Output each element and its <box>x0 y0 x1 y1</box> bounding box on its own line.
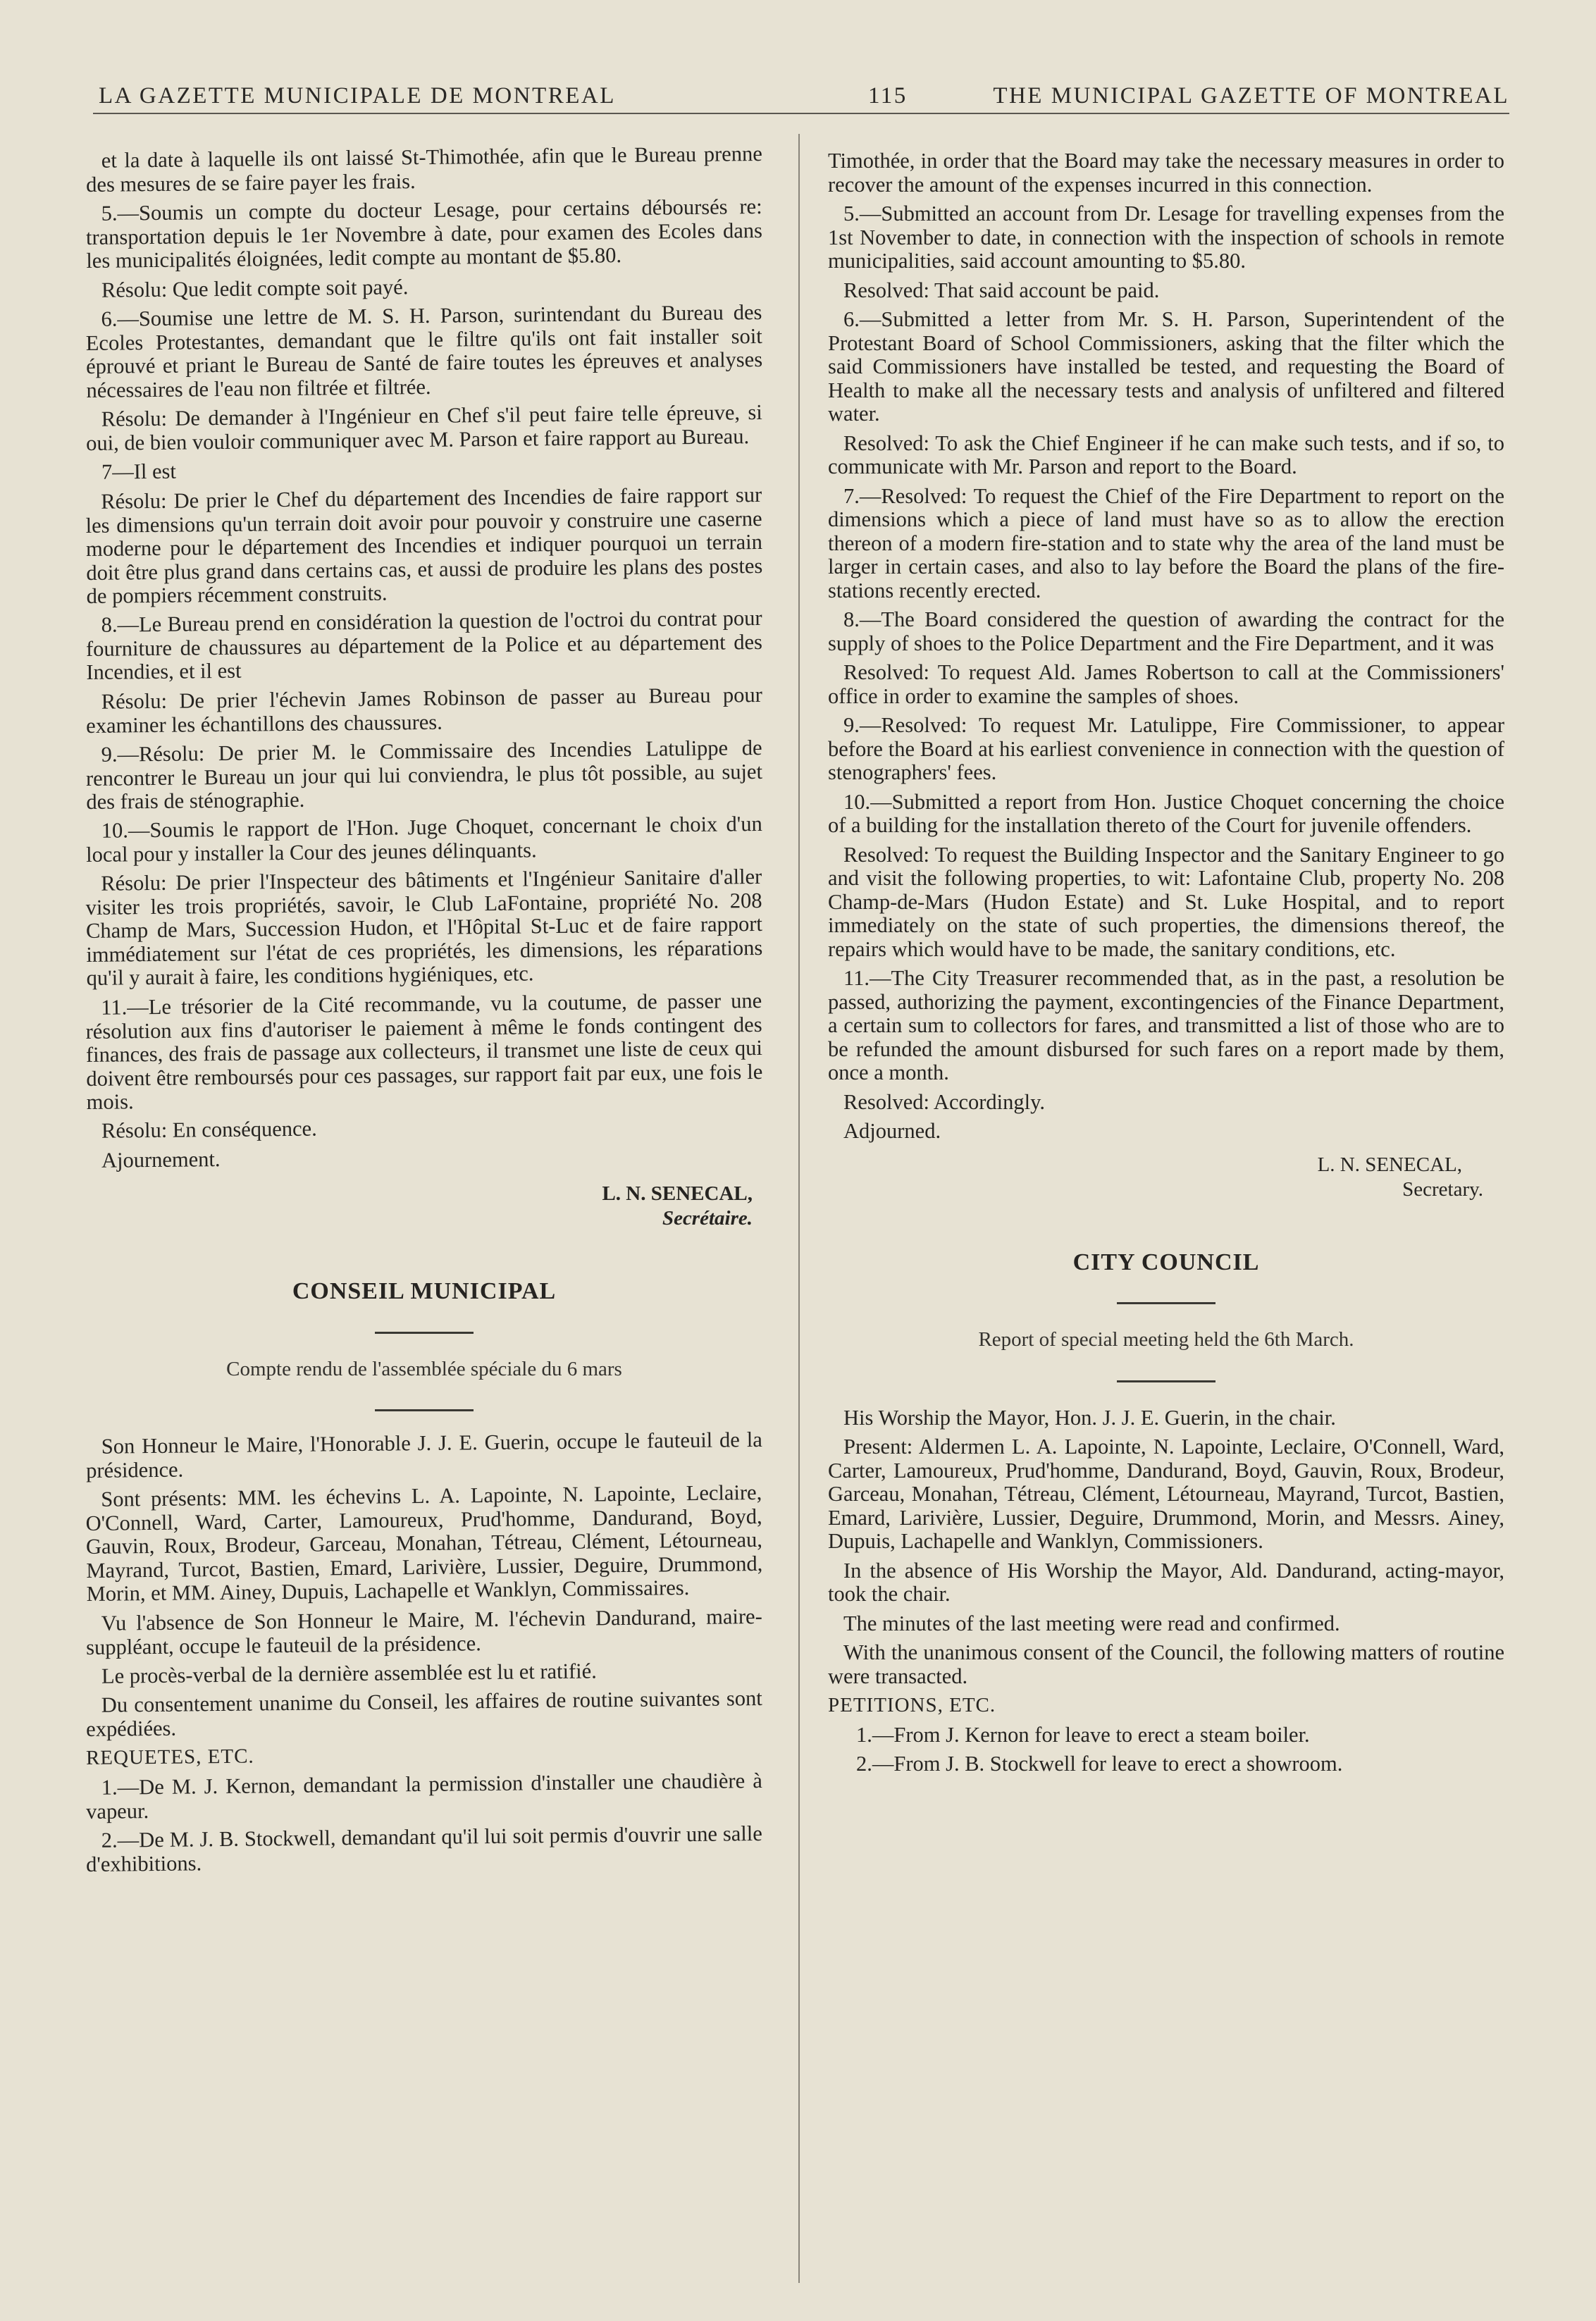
paragraph: 5.—Submitted an account from Dr. Lesage for travelling expenses from the 1st November to date, in connection with the inspection of schools in remote municipalities, said account amounting to $5.80. <box>828 202 1504 273</box>
section-subtitle: Report of special meeting held the 6th March. <box>978 1328 1354 1351</box>
section-title: CONSEIL MUNICIPAL <box>292 1278 557 1304</box>
paragraph: Sont présents: MM. les échevins L. A. Lapointe, N. Lapointe, Leclaire, O'Connell, Ward, Carter, Lamoureux, Prud'homme, Dandurand, Boyd, Gauvin, Roux, Brodeur, Garceau, Monahan, Tétreau, Clément, Létourneau, Mayrand, Turcot, Bastien, Emard, Larivière, Lussier, Deguire, Drummond, Morin, et MM. Ainey, Dupuis, Lachapelle et Wanklyn, Commissaires. <box>85 1480 763 1606</box>
paragraph: Ajournement. <box>101 1146 221 1172</box>
paragraph: The minutes of the last meeting were read and confirmed. <box>843 1611 1340 1635</box>
paragraph: 8.—Le Bureau prend en considération la question de l'octroi du contrat pour fourniture de chaussures au département de la Police et au département des Incendies, et il est <box>85 605 763 684</box>
paragraph: 5.—Soumis un compte du docteur Lesage, pour certains déboursés re: transportation depuis le 1er Novembre à date, pour examen des Ecoles dans les municipalités éloignées, ledit compte au montant de $5.80. <box>85 194 763 273</box>
paragraph: His Worship the Mayor, Hon. J. J. E. Guerin, in the chair. <box>843 1405 1336 1430</box>
section-rule <box>1117 1380 1215 1382</box>
paragraph: Timothée, in order that the Board may take the necessary measures in order to recover the amount of the expenses incurred in this connection. <box>828 149 1504 197</box>
petition-item: 2.—De M. J. B. Stockwell, demandant qu'il lui soit permis d'ouvrir une salle d'exhibitions. <box>85 1821 762 1876</box>
paragraph: Résolu: En conséquence. <box>101 1116 317 1143</box>
petition-item: 1.—From J. Kernon for leave to erect a steam boiler. <box>856 1722 1310 1747</box>
petitions-heading: REQUETES, ETC. <box>85 1745 254 1769</box>
section-rule <box>375 1332 474 1334</box>
signature-name: L. N. SENECAL, <box>1317 1153 1462 1176</box>
french-column <box>85 141 763 1882</box>
paragraph: 10.—Soumis le rapport de l'Hon. Juge Choquet, concernant le choix d'un local pour y installer la Cour des jeunes délinquants. <box>85 811 762 867</box>
paragraph: Vu l'absence de Son Honneur le Maire, M. l'échevin Dandurand, maire-suppléant, occupe le fauteuil de la présidence. <box>85 1604 762 1659</box>
paragraph: Resolved: To request the Building Inspector and the Sanitary Engineer to go and visit the following properties, to wit: Lafontaine Club, property No. 208 Champ-de-Mars (Hudon Estate) and St. Luke Hospital, and to report immediately on the state of such properties, the dimensions thereof, the repairs which would have to be made, the sanitary conditions, etc. <box>828 842 1504 961</box>
paragraph: Present: Aldermen L. A. Lapointe, N. Lapointe, Leclaire, O'Connell, Ward, Carter, Lamoureux, Prud'homme, Dandurand, Boyd, Gauvin, Roux, Brodeur, Garceau, Monahan, Tétreau, Clément, Létourneau, Mayrand, Turcot, Bastien, Emard, Larivière, Lussier, Deguire, Drummond, Morin, and Messrs. Ainey, Dupuis, Lachapelle and Wanklyn, Commissioners. <box>828 1435 1504 1553</box>
paragraph: Le procès-verbal de la dernière assemblée est lu et ratifié. <box>101 1658 597 1688</box>
paragraph: 6.—Submitted a letter from Mr. S. H. Parson, Superintendent of the Protestant Board of School Commissioners, asking that the filter which the said Commissioners have installed be tested, and requesting the Board of Health to make all the necessary tests and analysis of unfiltered and filtered water. <box>828 307 1504 426</box>
english-column <box>828 149 1504 1782</box>
paragraph: In the absence of His Worship the Mayor, Ald. Dandurand, acting-mayor, took the chair. <box>828 1558 1504 1606</box>
paragraph: Son Honneur le Maire, l'Honorable J. J. E. Guerin, occupe le fauteuil de la présidence. <box>85 1427 762 1483</box>
page-header <box>93 79 1509 114</box>
section-subtitle: Compte rendu de l'assemblée spéciale du 6 mars <box>226 1357 622 1380</box>
header-english-title: THE MUNICIPAL GAZETTE OF MONTREAL <box>993 83 1509 109</box>
paragraph: Resolved: Accordingly. <box>843 1089 1046 1114</box>
paragraph: Resolved: To ask the Chief Engineer if he can make such tests, and if so, to communicate with Mr. Parson and report to the Board. <box>828 431 1504 478</box>
petition-item: 2.—From J. B. Stockwell for leave to erect a showroom. <box>856 1752 1343 1776</box>
paragraph: Resolved: That said account be paid. <box>843 278 1160 302</box>
paragraph: 6.—Soumise une lettre de M. S. H. Parson, surintendant du Bureau des Ecoles Protestantes, demandant que le filtre qu'ils ont fait installer soit éprouvé et priant le Bureau de Santé de faire toutes les épreuves et analyses nécessaires de l'eau non filtrée et filtrée. <box>85 299 763 402</box>
paragraph: 10.—Submitted a report from Hon. Justice Choquet concerning the choice of a building for the installation thereto of the Court for juvenile offenders. <box>828 789 1504 837</box>
paragraph: Résolu: De prier le Chef du département des Incendies de faire rapport sur les dimensions qu'un terrain doit avoir pour pouvoir y construire une caserne moderne pour le département des Incendies et indiquer pourquoi un terrain doit être plus grand dans certains cas, et aussi de produire les plans des postes de pompiers récemment construits. <box>85 482 763 608</box>
signature-role: Secretary. <box>1402 1177 1483 1201</box>
paragraph: et la date à laquelle ils ont laissé St-Thimothée, afin que le Bureau prenne des mesures de se faire payer les frais. <box>85 141 762 197</box>
section-title: CITY COUNCIL <box>1072 1249 1260 1275</box>
paragraph: Résolu: De prier l'échevin James Robinson de passer au Bureau pour examiner les échantillons des chaussures. <box>85 682 762 737</box>
paragraph: Résolu: De demander à l'Ingénieur en Chef s'il peut faire telle épreuve, si oui, de bien vouloir communiquer avec M. Parson et faire rapport au Bureau. <box>85 400 762 455</box>
paragraph: With the unanimous consent of the Council, the following matters of routine were transacted. <box>828 1640 1504 1688</box>
column-divider <box>798 134 800 2283</box>
paragraph: 11.—The City Treasurer recommended that, as in the past, a resolution be passed, authorizing the payment, excontingencies of the Finance Department, a certain sum to collectors for fares, and transmitted a list of those who are to be refunded the amount disbursed for such fares on a report made by them, once a month. <box>828 966 1504 1084</box>
paragraph: 7.—Resolved: To request the Chief of the Fire Department to report on the dimensions which a piece of land must have so as to allow the erection thereon of a modern fire-station and to state why the area of the land must be larger in certain cases, and also to lay before the Board the plans of the fire-stations recently erected. <box>828 483 1504 602</box>
petitions-heading: PETITIONS, ETC. <box>828 1694 996 1716</box>
paragraph: 9.—Résolu: De prier M. le Commissaire des Incendies Latulippe de rencontrer le Bureau un jour qui lui conviendra, le plus tôt possible, au sujet des frais de sténographie. <box>85 735 763 814</box>
paragraph: 9.—Resolved: To request Mr. Latulippe, Fire Commissioner, to appear before the Board at his earliest convenience in connection with the question of stenographers' fees. <box>828 713 1504 784</box>
section-rule <box>1117 1302 1215 1304</box>
page-number: 115 <box>868 83 908 109</box>
signature-name: L. N. SENECAL, <box>602 1182 753 1205</box>
paragraph: Résolu: De prier l'Inspecteur des bâtiments et l'Ingénieur Sanitaire d'aller visiter les trois propriétés, savoir, le Club LaFontaine, propriété No. 208 Champ de Mars, Succession Hudon, et l'Hôpital St-Luc et de faire rapport immédiatement sur l'état de ces propriétés, les dimensions, les réparations qu'il y aurait à faire, les conditions hygiéniques, etc. <box>85 864 763 990</box>
petition-item: 1.—De M. J. Kernon, demandant la permission d'installer une chaudière à vapeur. <box>85 1768 762 1823</box>
paragraph: 11.—Le trésorier de la Cité recommande, vu la coutume, de passer une résolution aux fins d'autoriser le paiement à même le fonds contingent des finances, des frais de passage aux collecteurs, il transmet une liste de ceux qui doivent être remboursés pour ces passages, sur rapport fait par eux, une fois le mois. <box>85 988 763 1114</box>
signature-role: Secrétaire. <box>662 1207 753 1230</box>
header-rule <box>93 113 1509 114</box>
header-french-title: LA GAZETTE MUNICIPALE DE MONTREAL <box>99 83 616 109</box>
paragraph: 7—Il est <box>101 459 177 484</box>
paragraph: Du consentement unanime du Conseil, les affaires de routine suivantes sont expédiées. <box>85 1685 762 1741</box>
paragraph: Adjourned. <box>843 1119 941 1143</box>
paragraph: Résolu: Que ledit compte soit payé. <box>101 274 409 302</box>
paragraph: Resolved: To request Ald. James Robertson to call at the Commissioners' office in order to examine the samples of shoes. <box>828 660 1504 708</box>
section-rule <box>375 1409 474 1411</box>
paragraph: 8.—The Board considered the question of awarding the contract for the supply of shoes to the Police Department and the Fire Department, and it was <box>828 607 1504 655</box>
